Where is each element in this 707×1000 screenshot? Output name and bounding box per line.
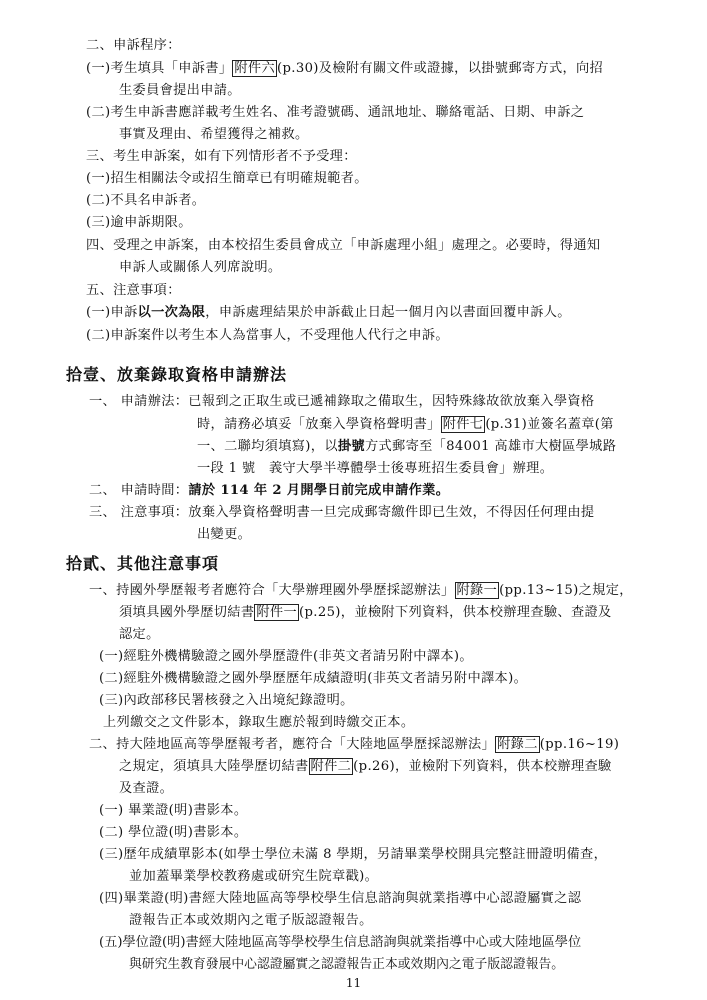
sec12-foreign-2-b: (p.25)，並檢附下列資料，供本校辦理查驗、查證及 [299, 605, 612, 620]
sec11-apply-time-label: 二、 申請時間： [89, 483, 189, 498]
sec11-apply-time-value: 請於 114 年 2 月開學日前完成申請作業。 [188, 483, 450, 498]
sec12-mainland-item-2: (二) 學位證(明)書影本。 [99, 825, 248, 840]
notes-heading: 五、注意事項： [86, 283, 181, 298]
sec11-apply-method: 一、 申請辦法：已報到之正取生或已遞補錄取之備取生，因特殊緣故欲放棄入學資格 [89, 394, 595, 409]
notes-item-1 [86, 303, 571, 323]
sec12-foreign-1-a: 一、持國外學歷報考者應符合「大學辦理國外學歷採認辦法」 [89, 583, 455, 598]
page-number: 11 [345, 976, 362, 990]
sec11-apply-method-line2 [197, 415, 614, 435]
sec12-foreign-2-a: 須填具國外學歷切結書 [119, 605, 255, 620]
sec12-mainland-2-a: 之規定，須填具大陸學歷切結書 [119, 759, 309, 774]
appeal-procedure-heading: 二、申訴程序： [86, 38, 181, 53]
appendix-2-ref: 附錄二 [497, 737, 538, 752]
sec12-mainland-2 [119, 757, 612, 777]
sec11-apply-method-line4: 一段 1 號 義守大學半導體學士後專班招生委員會」辦理。 [197, 461, 554, 476]
sec12-foreign-item-2: (二)經駐外機構驗證之國外學歷歷年成績證明(非英文者請另附中譯本)。 [99, 671, 528, 686]
rejection-item-3: (三)逾申訴期限。 [86, 215, 192, 230]
appeal-handling-line2: 申訴人或關係人列席說明。 [119, 260, 282, 275]
sec12-mainland-1-a: 二、持大陸地區高等學歷報考者，應符合「大陸地區學歷採認辦法」 [89, 737, 496, 752]
sec12-mainland-item-1: (一) 畢業證(明)書影本。 [99, 803, 248, 818]
rejection-item-2: (二)不具名申訴者。 [86, 193, 206, 208]
notes-item-1-c: ，申訴處理結果於申訴截止日起一個月內以書面回覆申訴人。 [205, 305, 571, 320]
appeal-item-1 [86, 59, 603, 79]
sec11-line3-a: 一、二聯均須填寫)，以 [197, 439, 338, 454]
sec12-mainland-item-3: (三)歷年成績單影本(如學士學位未滿 8 學期，另請畢業學校開具完整註冊證明備查， [99, 847, 608, 862]
appeal-item-1-text: (一)考生填具「申訴書」 [86, 61, 233, 76]
attachment-6-ref: 附件六 [234, 61, 275, 76]
notes-item-2: (二)申訴案件以考生本人為當事人，不受理他人代行之申訴。 [86, 328, 449, 343]
rejection-item-1: (一)招生相關法令或招生簡章已有明確規範者。 [86, 171, 368, 186]
rejection-conditions: 三、考生申訴案，如有下列情形者不予受理： [86, 149, 357, 164]
sec12-foreign-1 [89, 581, 633, 601]
attachment-1-ref: 附件一 [256, 605, 297, 620]
sec12-foreign-note: 上列繳交之文件影本，錄取生應於報到時繳交正本。 [103, 715, 415, 730]
sec12-mainland-2-b: (p.26)，並檢附下列資料，供本校辦理查驗 [353, 759, 612, 774]
section-12-heading: 拾貳、其他注意事項 [66, 554, 220, 573]
sec12-foreign-item-1: (一)經駐外機構驗證之國外學歷證件(非英文者請另附中譯本)。 [99, 649, 473, 664]
sec12-foreign-3: 認定。 [119, 627, 160, 642]
sec12-foreign-2 [119, 603, 612, 623]
sec12-mainland-1 [89, 735, 619, 755]
notes-item-1-bold: 以一次為限 [137, 305, 206, 320]
appeal-item-2-line2: 事實及理由、希望獲得之補救。 [119, 127, 309, 142]
sec11-line3-b: 方式郵寄至「84001 高雄市大樹區學城路 [364, 439, 617, 454]
sec11-notes: 三、 注意事項：放棄入學資格聲明書一旦完成郵寄繳件即已生效，不得因任何理由提 [89, 505, 595, 520]
section-11-heading: 拾壹、放棄錄取資格申請辦法 [66, 365, 288, 384]
sec12-mainland-3: 及查證。 [119, 781, 174, 796]
appendix-1-ref: 附錄一 [456, 583, 498, 598]
sec11-line2-b: (p.31)並簽名蓋章(第 [485, 417, 614, 432]
sec12-mainland-1-b: (pp.16~19) [539, 737, 620, 752]
sec11-apply-time [89, 481, 449, 501]
sec12-mainland-item-4: (四)畢業證(明)書經大陸地區高等學校學生信息諮詢與就業指導中心認證屬實之認 [99, 891, 582, 906]
appeal-handling: 四、受理之申訴案，由本校招生委員會成立「申訴處理小組」處理之。必要時，得通知 [86, 238, 601, 253]
attachment-2-ref: 附件二 [310, 759, 352, 774]
sec11-line2-a: 時，請務必填妥「放棄入學資格聲明書」 [197, 417, 441, 432]
sec11-line3-bold: 掛號 [337, 439, 365, 454]
appeal-item-1-text-cont: (p.30)及檢附有關文件或證據，以掛號郵寄方式，向招 [277, 61, 604, 76]
appeal-item-2: (二)考生申訴書應詳載考生姓名、准考證號碼、通訊地址、聯絡電話、日期、申訴之 [86, 105, 585, 120]
sec12-mainland-item-4-line2: 證報告正本或效期內之電子版認證報告。 [129, 913, 373, 928]
sec12-mainland-item-5-line2: 與研究生教育發展中心認證屬實之認證報告正本或效期內之電子版認證報告。 [129, 957, 565, 972]
sec11-apply-method-line3 [197, 437, 616, 457]
notes-item-1-a: (一)申訴 [86, 305, 138, 320]
sec12-foreign-item-3: (三)內政部移民署核發之入出境紀錄證明。 [99, 693, 354, 708]
sec12-mainland-item-5: (五)學位證(明)書經大陸地區高等學校學生信息諮詢與就業指導中心或大陸地區學位 [99, 935, 582, 950]
appeal-item-1-line2: 生委員會提出申請。 [119, 83, 241, 98]
attachment-7-ref: 附件七 [442, 417, 484, 432]
sec11-notes-line2: 出變更。 [197, 527, 252, 542]
sec12-foreign-1-b: (pp.13~15)之規定， [499, 583, 633, 598]
sec12-mainland-item-3-line2: 並加蓋畢業學校教務處或研究生院章戳)。 [129, 869, 379, 884]
